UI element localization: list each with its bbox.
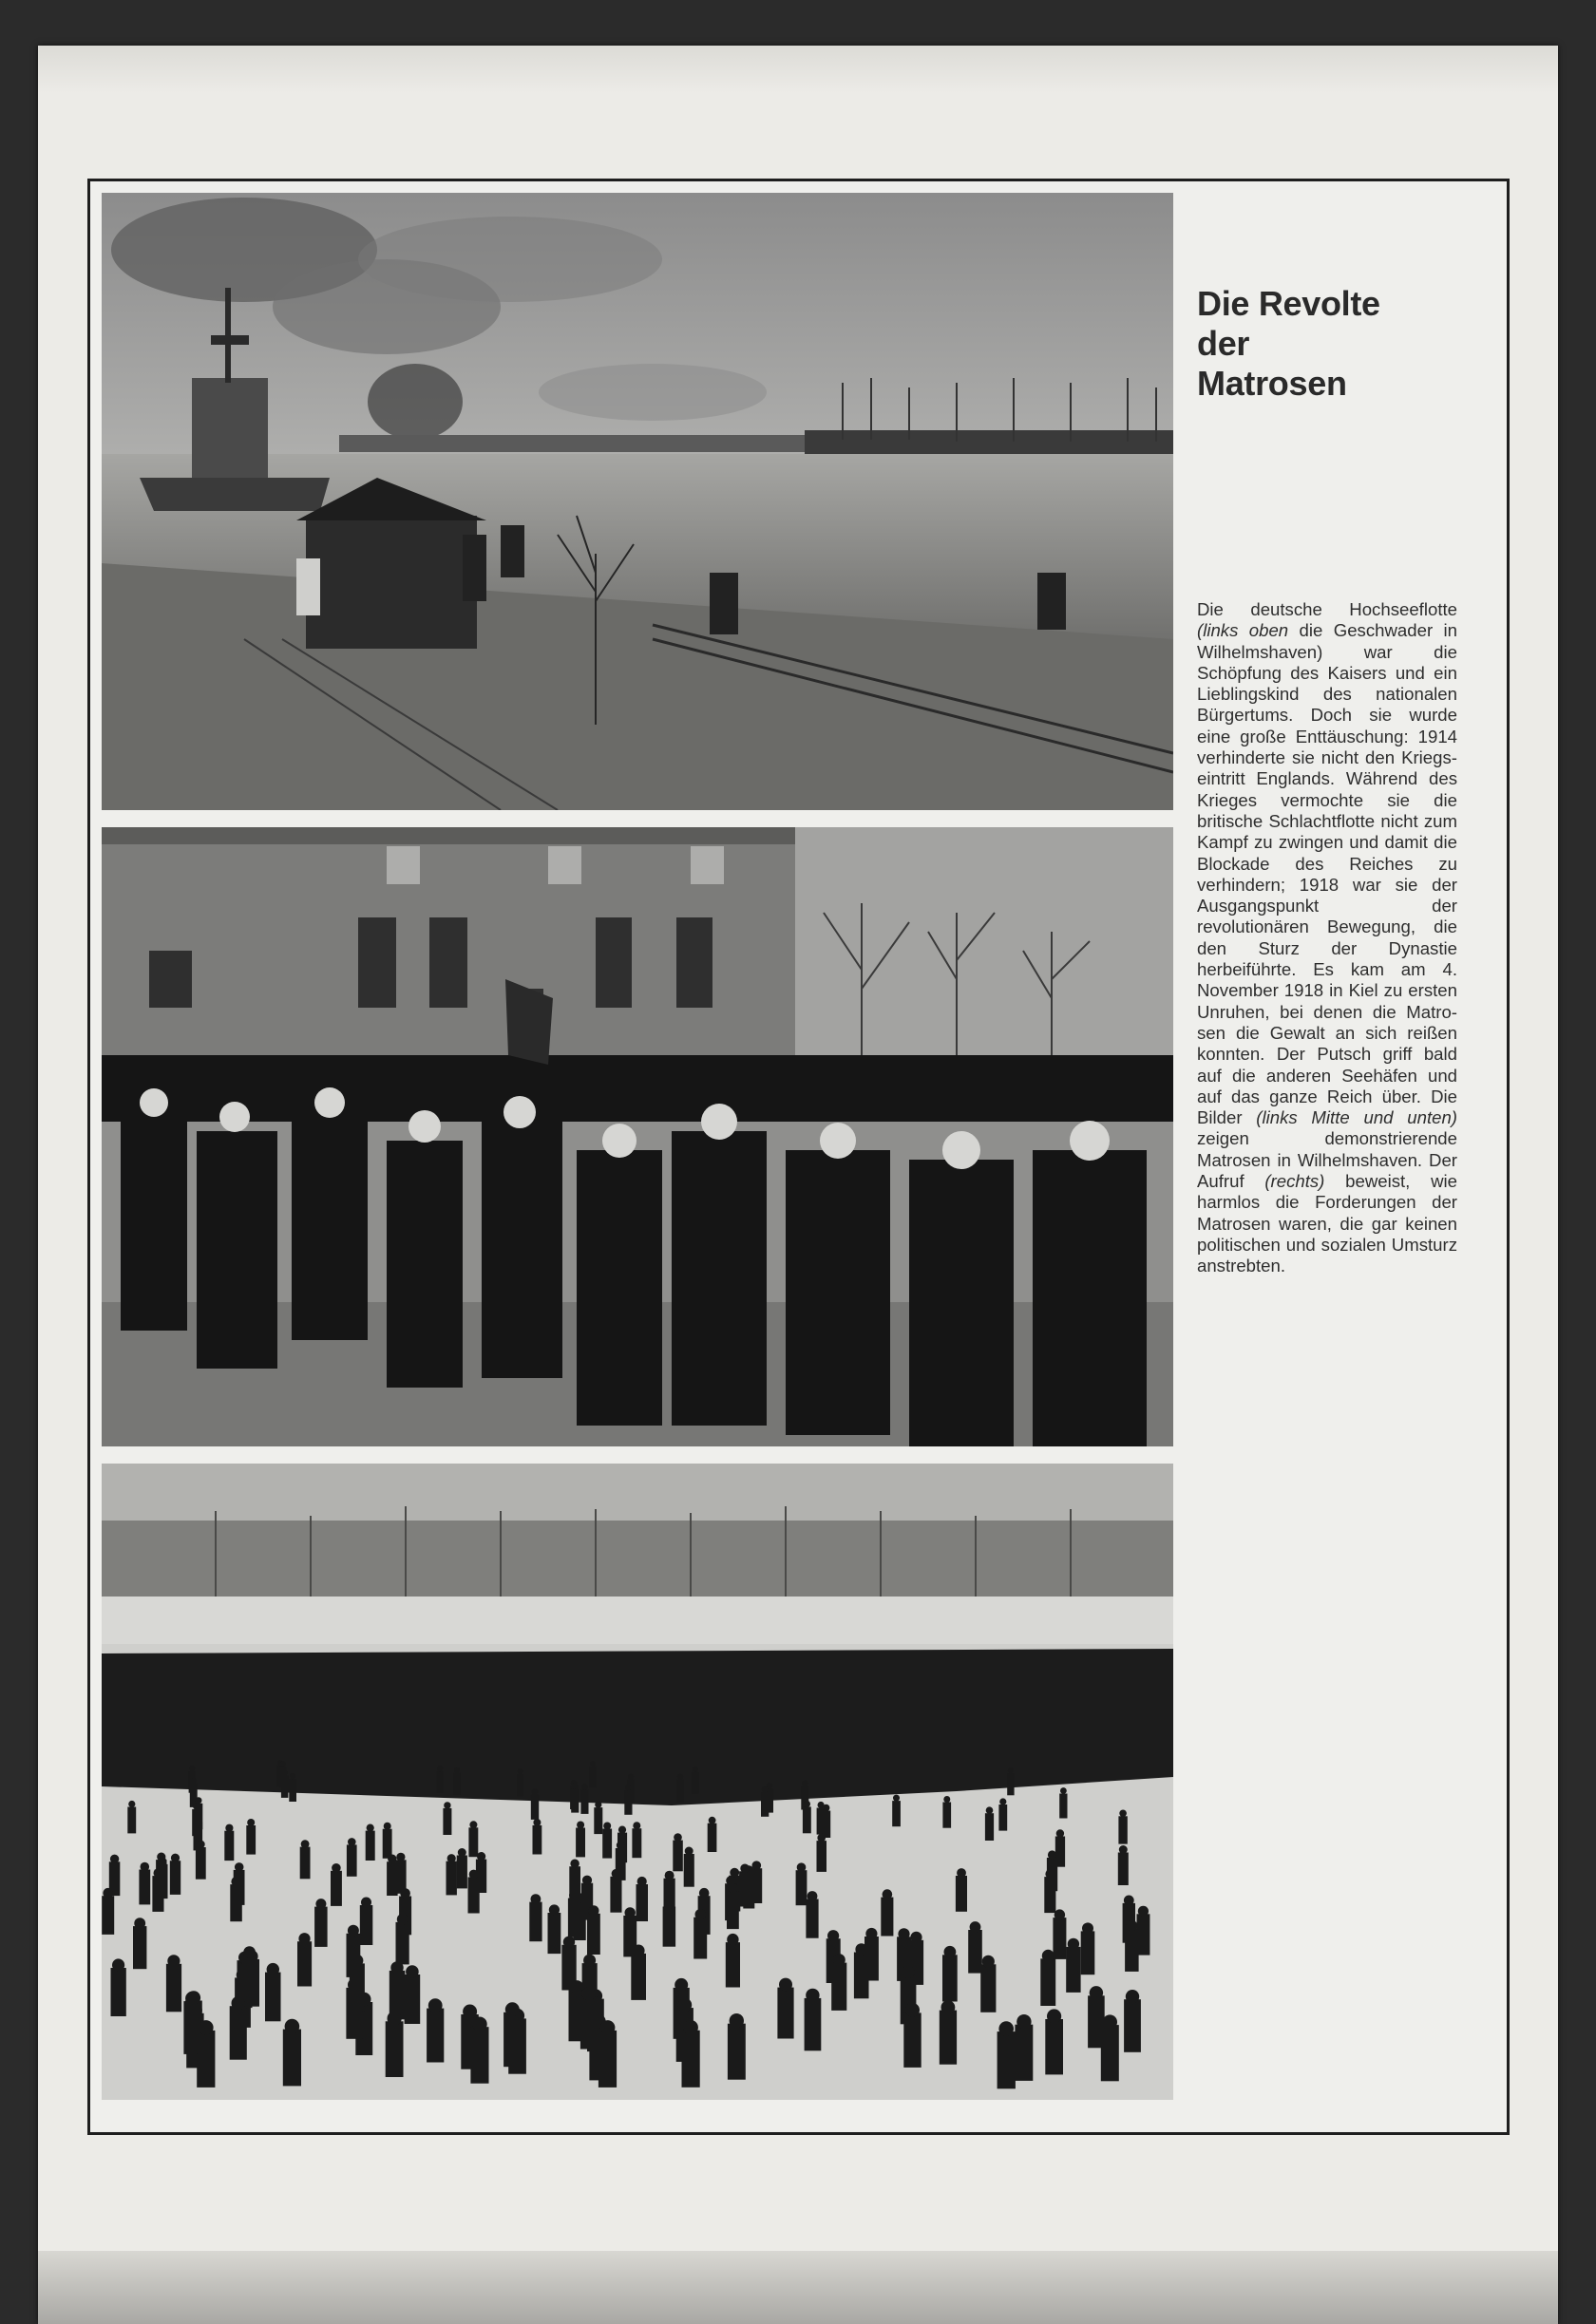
article-body-segment: die Geschwader in Wilhelmshaven) war die Schöpfung des Kaisers und ein Lieblingskind des nationalen Bürgertums. Doch sie wurde eine große Enttäuschung: 1914 verhinderte sie nicht den Kriegseintritt Englands. Während des Krieges vermochte sie die britische Schlachtflotte nicht zum Kampf zu zwingen und damit die Blockade des Reiches zu verhindern; 1918 war sie der Ausgangspunkt der revolutionären Bewegung, die den Sturz der Dynastie herbeiführte. Es kam am 4. November 1918 in Kiel zu ersten Unruhen, bei denen die Matrosen die Gewalt an sich reißen konnten. Der Putsch griff bald auf die anderen Seehäfen und auf das ganze Reich über. Die Bilder <box>1197 620 1457 1128</box>
sheet-top-edge <box>38 46 1558 93</box>
article-body-segment: beweist, wie harmlos die Forderungen der Matrosen waren, die gar keinen politischen und sozialen Umsturz anstrebten. <box>1197 1171 1457 1276</box>
photo-sailors-marching <box>102 827 1173 1446</box>
article-body-italic: (links oben <box>1197 620 1289 641</box>
article-title <box>1197 284 1482 404</box>
article-body-italic: (rechts) <box>1264 1171 1325 1192</box>
article-body-italic: (links Mitte und unten) <box>1256 1107 1457 1128</box>
photo-harbor-battleships <box>102 193 1173 810</box>
photo-crowd-square <box>102 1464 1173 2100</box>
sheet-bottom-edge <box>38 2251 1558 2324</box>
article-body-text <box>1197 599 1457 1277</box>
article-body-segment: zeigen demonstrierende Matrosen in Wilhelmshaven. Der Aufruf <box>1197 1128 1457 1192</box>
article-title-line: der <box>1197 324 1250 363</box>
article-body-segment: Die deutsche Hochseeflotte <box>1197 599 1457 619</box>
article-title-line: Matrosen <box>1197 364 1347 403</box>
article-title-line: Die Revolte <box>1197 284 1380 323</box>
printed-page <box>87 179 1510 2135</box>
